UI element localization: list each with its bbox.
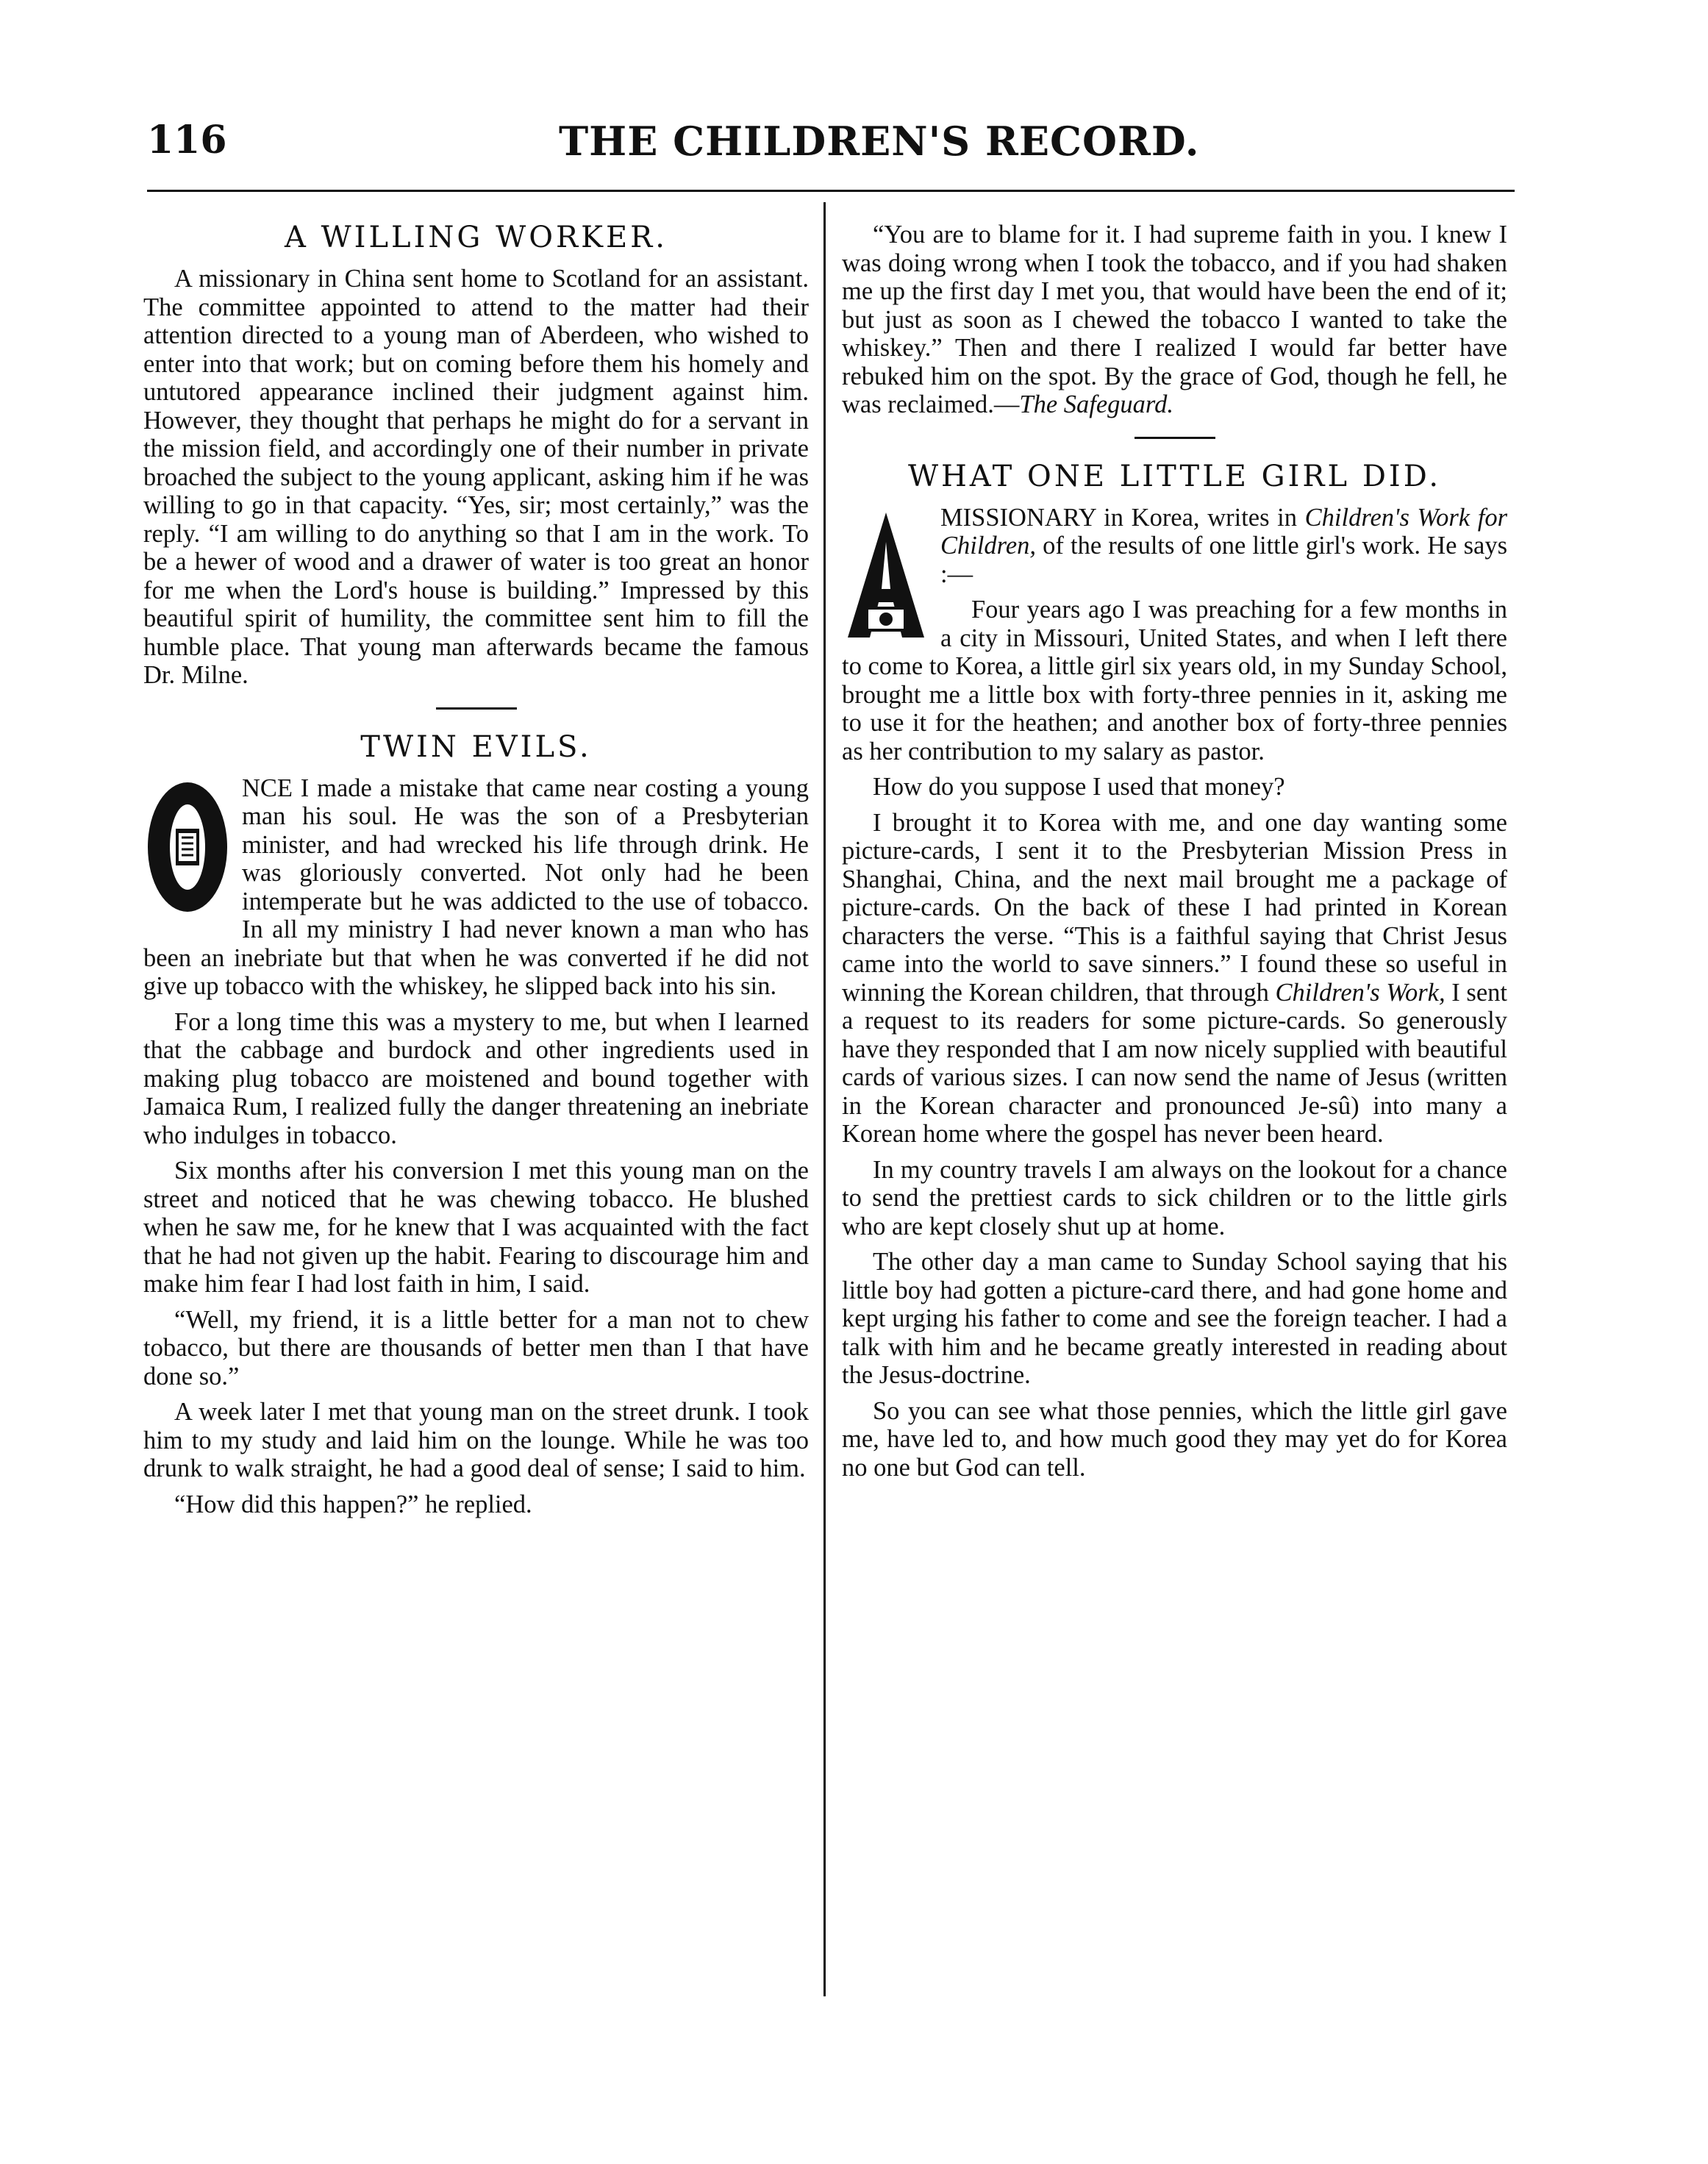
dropcap-a-icon [842, 507, 930, 646]
article-title-little-girl: WHAT ONE LITTLE GIRL DID. [907, 459, 1442, 493]
publication-title: Children's Work for Children, [940, 503, 1507, 560]
right-column [842, 221, 1507, 1489]
article-paragraph: The other day a man came to Sunday School saying that his little boy had gotten a picture-card there, and had gone home and kept urging his father to come and see the foreign teacher. I had a talk with him and he became greatly interested in reading about the Jesus-doctrine. [842, 1248, 1507, 1389]
article-paragraph: A week later I met that young man on the street drunk. I took him to my study and laid him on the lounge. While he was too drunk to walk straight, he had a good deal of sense; I said to him. [143, 1398, 809, 1482]
article-separator [1135, 437, 1215, 439]
publication-title: Children's Work, [1275, 978, 1446, 1007]
article-paragraph: “Well, my friend, it is a little better for a man not to chew tobacco, but there are thousands of better men than I that have done so.” [143, 1305, 809, 1390]
article-paragraph [842, 504, 1507, 589]
article-paragraph: How do you suppose I used that money? [873, 773, 1285, 801]
article-paragraph [842, 221, 1507, 419]
paragraph-text: MISSIONARY in Korea, writes in [940, 503, 1305, 532]
source-citation: The Safeguard. [1019, 390, 1173, 418]
dropcap-rest-text: NCE I made a mistake that came near costing a young man his soul. He was the son of a Presbyterian minister, and had wrecked his life through drink. He was gloriously converted. Not only had he been intemperate but he was addicted to the use of tobacco. In all my ministry I had never known a man who has been an inebriate but that when he was converted if he did not give up tobacco with the whiskey, he slipped back into his sin. [143, 774, 809, 1000]
article-paragraph: “How did this happen?” he replied. [174, 1490, 532, 1518]
paragraph-text: I brought it to Korea with me, and one day wanting some picture-cards, I sent it to the Presbyterian Mission Press in Shanghai, China, and the next mail brought me a package of picture-cards. On the back of these I had printed in Korean characters the verse. “This is a faithful saying that Christ Jesus came into the world to save sinners.” I found these so useful in winning the Korean children, that through [842, 808, 1507, 1007]
left-column [143, 221, 809, 1526]
header-rule [147, 190, 1515, 192]
page-number: 116 [147, 118, 227, 163]
paragraph-text: of the results of one little girl's work. He says :— [940, 532, 1507, 588]
article-paragraph [143, 774, 809, 1001]
article-paragraph: A missionary in China sent home to Scotland for an assistant. The committee appointed to attend to the matter had their attention directed to a young man of Aberdeen, who wished to enter into that work; but on coming before them his homely and untutored appearance inclined their judgment against him. However, they thought that perhaps he might do for a servant in the mission field, and accordingly one of their number in private broached the subject to the young applicant, asking him if he was willing to go in that capacity. “Yes, sir; most certainly,” was the reply. “I am willing to do anything so that I am in the work. To be a hewer of wood and a drawer of water is too great an honor for me when the Lord's house is building.” Impressed by this beautiful spirit of humility, the committee sent him to fill the humble place. That young man afterwards became the famous Dr. Milne. [143, 265, 809, 689]
paragraph-text: I sent a request to its readers for some picture-cards. So generously have they responded that I am now nicely supplied with beautiful cards of various sizes. I can now send the name of Jesus (written in the Korean character and pronounced Je-sû) into many a Korean home where the gospel has never been heard. [842, 978, 1507, 1148]
article-paragraph [842, 809, 1507, 1149]
running-title: THE CHILDREN'S RECORD. [559, 118, 1200, 165]
dropcap-o-icon [143, 777, 232, 917]
article-paragraph: For a long time this was a mystery to me, but when I learned that the cabbage and burdock and other ingredients used in making plug tobacco are moistened and bound together with Jamaica Rum, I realized fully the danger threatening an inebriate who indulges in tobacco. [143, 1007, 809, 1149]
column-divider [823, 202, 826, 1996]
article-paragraph: So you can see what those pennies, which the little girl gave me, have led to, and how much good they may yet do for Korea no one but God can tell. [842, 1396, 1507, 1482]
article-paragraph: In my country travels I am always on the lookout for a chance to send the prettiest cards to sick children or to the little girls who are kept closely shut up at home. [842, 1155, 1507, 1240]
article-title-willing-worker: A WILLING WORKER. [284, 221, 668, 254]
article-title-twin-evils: TWIN EVILS. [360, 729, 592, 764]
article-paragraph: Six months after his conversion I met this young man on the street and noticed that he was chewing tobacco. He blushed when he saw me, for he knew that I was acquainted with the fact that he had not given up the habit. Fearing to discourage him and make him fear I had lost faith in him, I said. [143, 1157, 809, 1298]
article-paragraph: Four years ago I was preaching for a few months in a city in Missouri, United States, and when I left there to come to Korea, a little girl six years old, in my Sunday School, brought me a little box with forty-three pennies in it, asking me to use it for the heathen; and another box of forty-three pennies as her contribution to my salary as pastor. [842, 596, 1507, 765]
page-header [147, 110, 1515, 176]
paragraph-text: “You are to blame for it. I had supreme faith in you. I knew I was doing wrong when I took the tobacco, and if you had shaken me up the first day I met you, that would have been the end of it; but just as soon as I chewed the tobacco I wanted to take the whiskey.” Then and there I realized I would far better have rebuked him on the spot. By the grace of God, though he fell, he was reclaimed.— [842, 221, 1507, 418]
article-separator [436, 707, 517, 710]
